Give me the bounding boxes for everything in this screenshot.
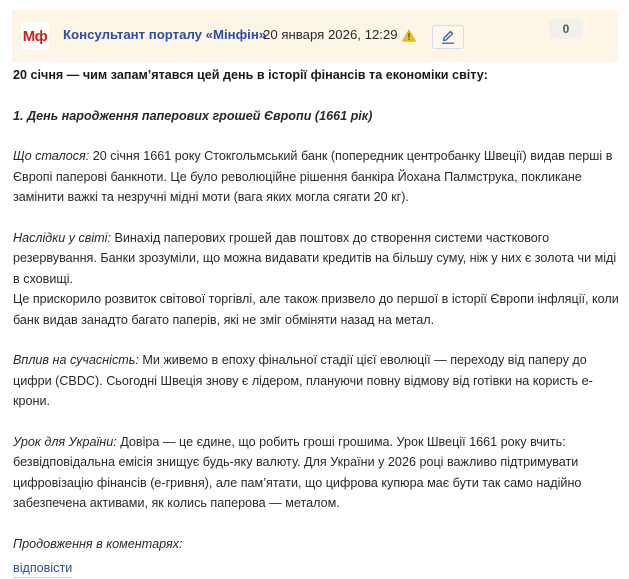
edit-button[interactable] bbox=[432, 25, 464, 49]
paragraph-lesson-ukraine bbox=[13, 432, 619, 514]
paragraph-modern-impact bbox=[13, 350, 619, 412]
paragraph-label: Вплив на сучасність: bbox=[13, 353, 139, 367]
post-intro: 20 січня — чим запам’ятався цей день в історії фінансів та економіки світу: bbox=[13, 68, 488, 82]
paragraph-label: Наслідки у світі: bbox=[13, 230, 111, 245]
paragraph-consequences-cont: Це прискорило розвиток світової торгівлі, але також призвело до першої в історії Європи інфляції, коли банк видав занадто багато паперів, які не зміг обміняти назад на метал. bbox=[13, 292, 619, 327]
pencil-icon bbox=[440, 29, 456, 45]
paragraph-label: Урок для України: bbox=[13, 434, 117, 449]
post-body bbox=[13, 65, 619, 579]
paragraph-text: 20 січня 1661 року Стокгольмський банк (попередник центробанку Швеції) видав перші в Європі паперові банкноти. Це було революційне рішення банкіра Йохана Палмструка, покликане замінити важкі та незручні мідні моти (вага яких могла сягати 20 кг). bbox=[13, 149, 613, 204]
minfin-logo[interactable]: Мф bbox=[21, 22, 49, 50]
post-header bbox=[12, 10, 618, 62]
paragraph-text: Ми живемо в епоху фінальної стадії цієї еволюції — переходу від паперу до цифри (CBDC). Сьогодні Швеція знову є лідером, плануючи повну відмову від готівки на користь е-крони. bbox=[13, 353, 593, 408]
paragraph-text: Довіра — це єдине, що робить гроші грошима. Урок Швеції 1661 року вчить: безвідповідальна емісія знищує будь-яку валюту. Для України у 2026 році важливо підтримувати цифровізацію фінансів (е-гривня), але пам’ятати, що цифрова купюра має бути так само надійно забезпечена активами, як колись паперова — металом. bbox=[13, 434, 582, 510]
paragraph-what-happened bbox=[13, 146, 619, 208]
reply-link[interactable]: відповісти bbox=[13, 560, 72, 578]
continuation-note: Продовження в коментарях: bbox=[13, 536, 183, 551]
post-date: 20 января 2026, 12:29 bbox=[263, 27, 398, 42]
paragraph-consequences bbox=[13, 228, 619, 290]
section-title: 1. День народження паперових грошей Європи (1661 рік) bbox=[13, 108, 373, 123]
paragraph-text: Винахід паперових грошей дав поштовх до створення системи часткового резервування. Банки зрозуміли, що можна видавати кредитів на більшу суму, ніж у них є золота чи міді в сховищі. bbox=[13, 230, 617, 286]
paragraph-label: Що сталося: bbox=[13, 149, 90, 163]
warning-icon[interactable] bbox=[402, 29, 416, 42]
rating-count[interactable]: 0 bbox=[549, 19, 583, 39]
author-link[interactable]: Консультант порталу «Мінфін» bbox=[63, 27, 267, 42]
